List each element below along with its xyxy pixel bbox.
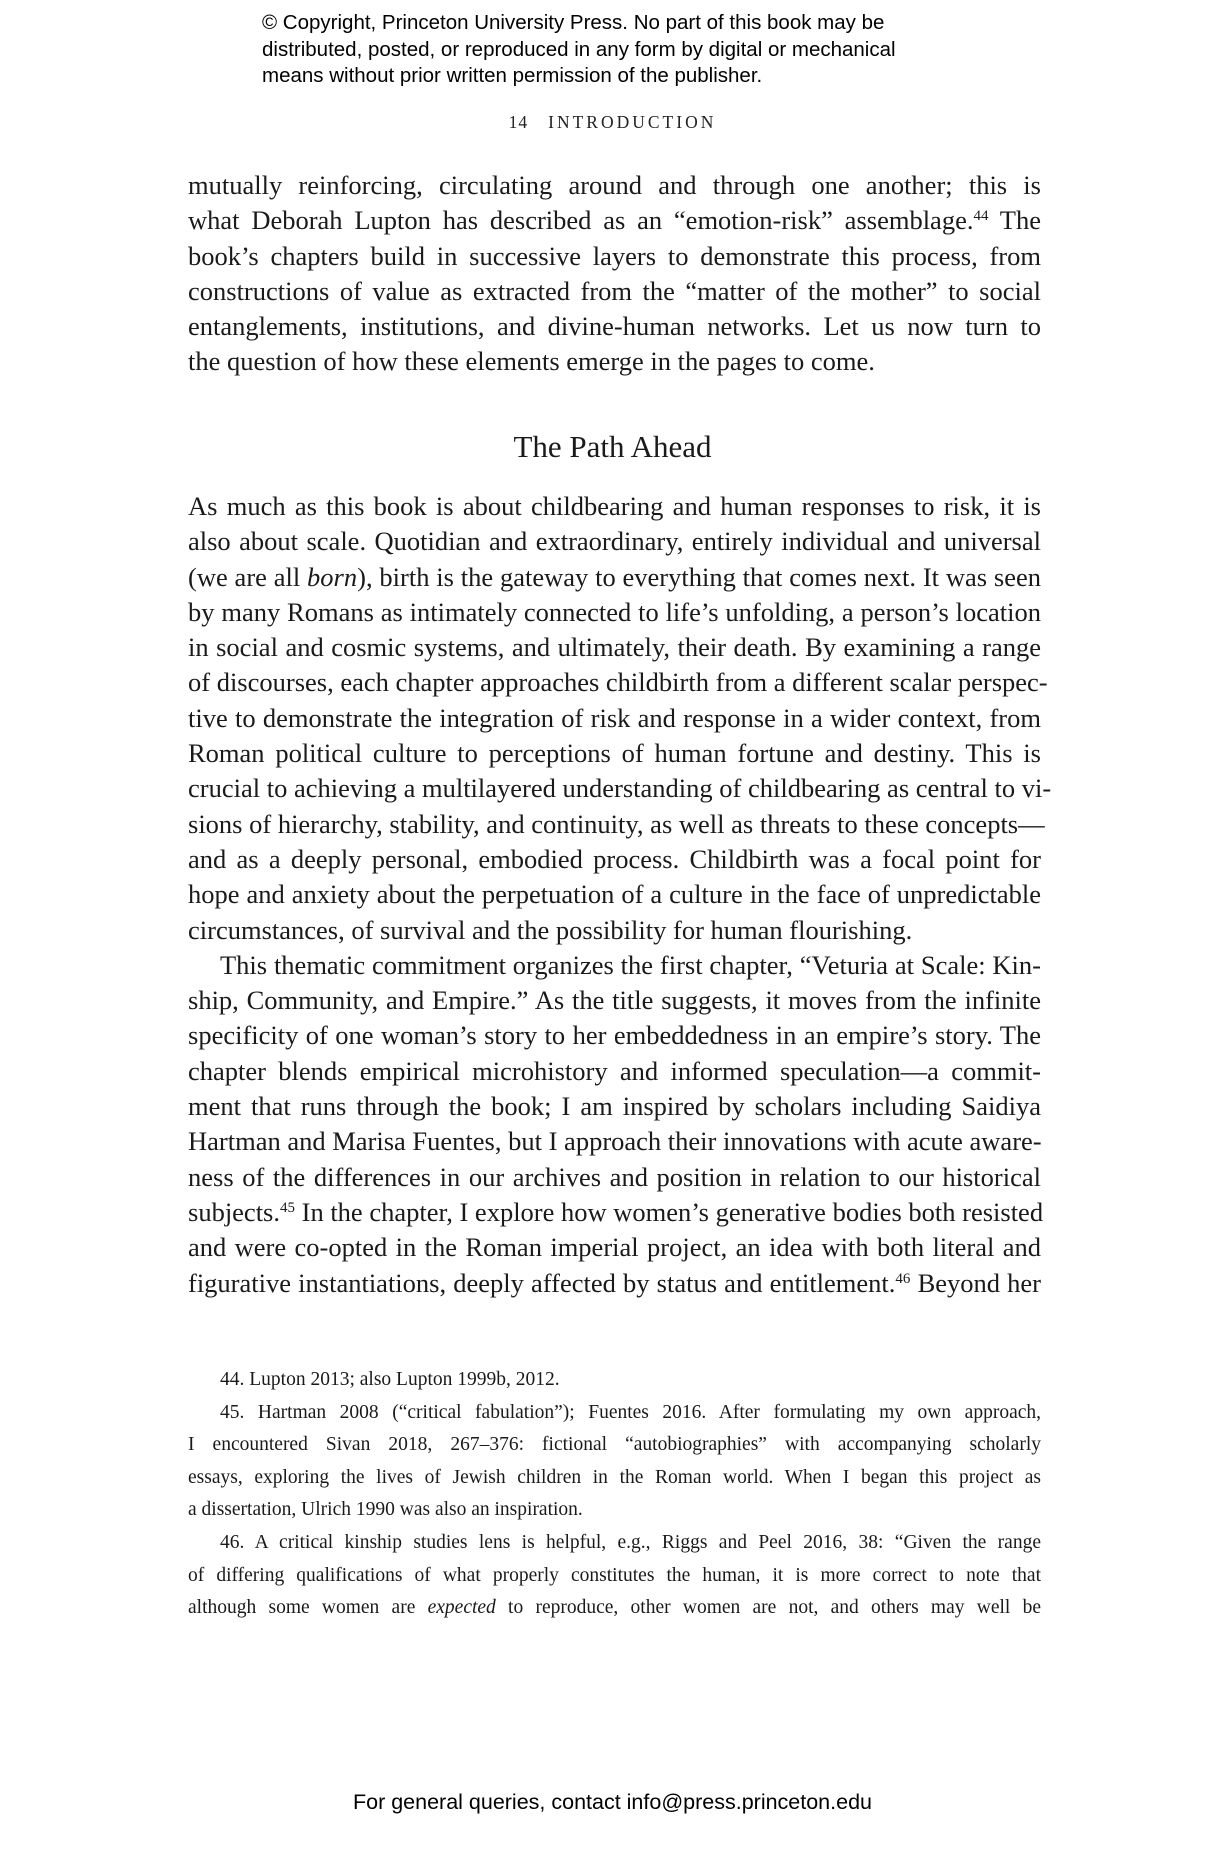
text-line: circumstances, of survival and the possibility for human flourishing. <box>188 914 913 945</box>
text-line: sions of hierarchy, stability, and continuity, as well as threats to these concepts— <box>188 808 1045 839</box>
copyright-line: means without prior written permission of the publisher. <box>262 64 763 87</box>
text-line: Roman political culture to perceptions of human fortune and destiny. This is <box>188 738 1041 769</box>
footnote-ref-45[interactable]: 45 <box>280 1199 295 1216</box>
section-heading: The Path Ahead <box>513 429 712 464</box>
text-line: in social and cosmic systems, and ultimately, their death. By examining a range <box>188 632 1041 663</box>
running-head-section: INTRODUCTION <box>548 112 717 132</box>
footnote-46-line: of differing qualifications of what properly constitutes the human, it is more correct to note that <box>188 1564 1041 1586</box>
text-line: tive to demonstrate the integration of risk and response in a wider context, from <box>188 702 1041 733</box>
text-line: chapter blends empirical microhistory and informed speculation—a commit- <box>188 1055 1041 1086</box>
text-line: (we are all born), birth is the gateway to everything that comes next. It was seen <box>188 561 1041 592</box>
text-line: book’s chapters build in successive layers to demonstrate this process, from <box>188 240 1041 271</box>
footnotes <box>188 1364 1041 1625</box>
footnote-46-line: 46. A critical kinship studies lens is helpful, e.g., Riggs and Peel 2016, 38: “Given the range <box>220 1531 1041 1553</box>
text-line: hope and anxiety about the perpetuation of a culture in the face of unpredictable <box>188 879 1041 910</box>
text-line: Hartman and Marisa Fuentes, but I approach their innovations with acute aware- <box>188 1126 1042 1157</box>
text-line: ship, Community, and Empire.” As the title suggests, it moves from the infinite <box>188 985 1041 1016</box>
text-line: crucial to achieving a multilayered understanding of childbearing as central to vi- <box>188 773 1052 804</box>
text-line: and as a deeply personal, embodied process. Childbirth was a focal point for <box>188 843 1041 874</box>
text-line: what Deborah Lupton has described as an “emotion-risk” assemblage.$^{44}$ The <box>188 205 1041 236</box>
footnote-45-line: 45. Hartman 2008 (“critical fabulation”); Fuentes 2016. After formulating my own approach, <box>220 1401 1041 1423</box>
copyright-line: © Copyright, Princeton University Press. No part of this book may be <box>262 11 885 34</box>
footnote-45-line: essays, exploring the lives of Jewish children in the Roman world. When I began this project as <box>188 1466 1041 1488</box>
text-line: ment that runs through the book; I am inspired by scholars including Saidiya <box>188 1091 1041 1122</box>
text-line: mutually reinforcing, circulating around and through one another; this is <box>188 170 1041 200</box>
copyright-notice <box>262 10 962 90</box>
footnote-45-line: a dissertation, Ulrich 1990 was also an inspiration. <box>188 1499 583 1521</box>
text-line: As much as this book is about childbearing and human responses to risk, it is <box>188 491 1041 521</box>
text-line: the question of how these elements emerge in the pages to come. <box>188 346 875 377</box>
text-line: figurative instantiations, deeply affected by status and entitlement.$^{46}$ Beyond her <box>188 1267 1041 1298</box>
paragraph-intro-continuation <box>188 168 1041 380</box>
text-line: ness of the differences in our archives and position in relation to our historical <box>188 1161 1041 1192</box>
footnote-ref-46[interactable]: 46 <box>895 1270 911 1287</box>
text-line: subjects.$^{45}$ In the chapter, I explore how women’s generative bodies both resisted <box>188 1196 1044 1227</box>
section-body <box>188 489 1052 1301</box>
text-line: also about scale. Quotidian and extraordinary, entirely individual and universal <box>188 526 1041 557</box>
running-head <box>0 112 1225 133</box>
text-line: entanglements, institutions, and divine-human networks. Let us now turn to <box>188 311 1041 342</box>
footnote-46-line: although some women are expected to reproduce, other women are not, and others may well be <box>188 1597 1041 1619</box>
text-line: of discourses, each chapter approaches childbirth from a different scalar perspec- <box>188 667 1048 698</box>
text-line: by many Romans as intimately connected to life’s unfolding, a person’s location <box>188 596 1041 627</box>
text-line: This thematic commitment organizes the first chapter, “Veturia at Scale: Kin- <box>220 949 1041 980</box>
italic-word: expected <box>427 1597 496 1619</box>
page-number: 14 <box>508 112 529 132</box>
footnote-ref-44[interactable]: 44 <box>973 208 989 225</box>
contact-footer: For general queries, contact info@press.princeton.edu <box>352 1790 872 1814</box>
italic-word: born <box>307 561 358 592</box>
text-line: constructions of value as extracted from the “matter of the mother” to social <box>188 275 1041 306</box>
copyright-line: distributed, posted, or reproduced in any form by digital or mechanical <box>262 37 896 61</box>
footnote-44: 44. Lupton 2013; also Lupton 1999b, 2012. <box>220 1369 560 1390</box>
text-line: and were co-opted in the Roman imperial project, an idea with both literal and <box>188 1232 1041 1263</box>
text-line: specificity of one woman’s story to her embeddedness in an empire’s story. The <box>188 1020 1041 1051</box>
footnote-45-line: I encountered Sivan 2018, 267–376: fictional “autobiographies” with accompanying scholarly <box>188 1434 1041 1456</box>
